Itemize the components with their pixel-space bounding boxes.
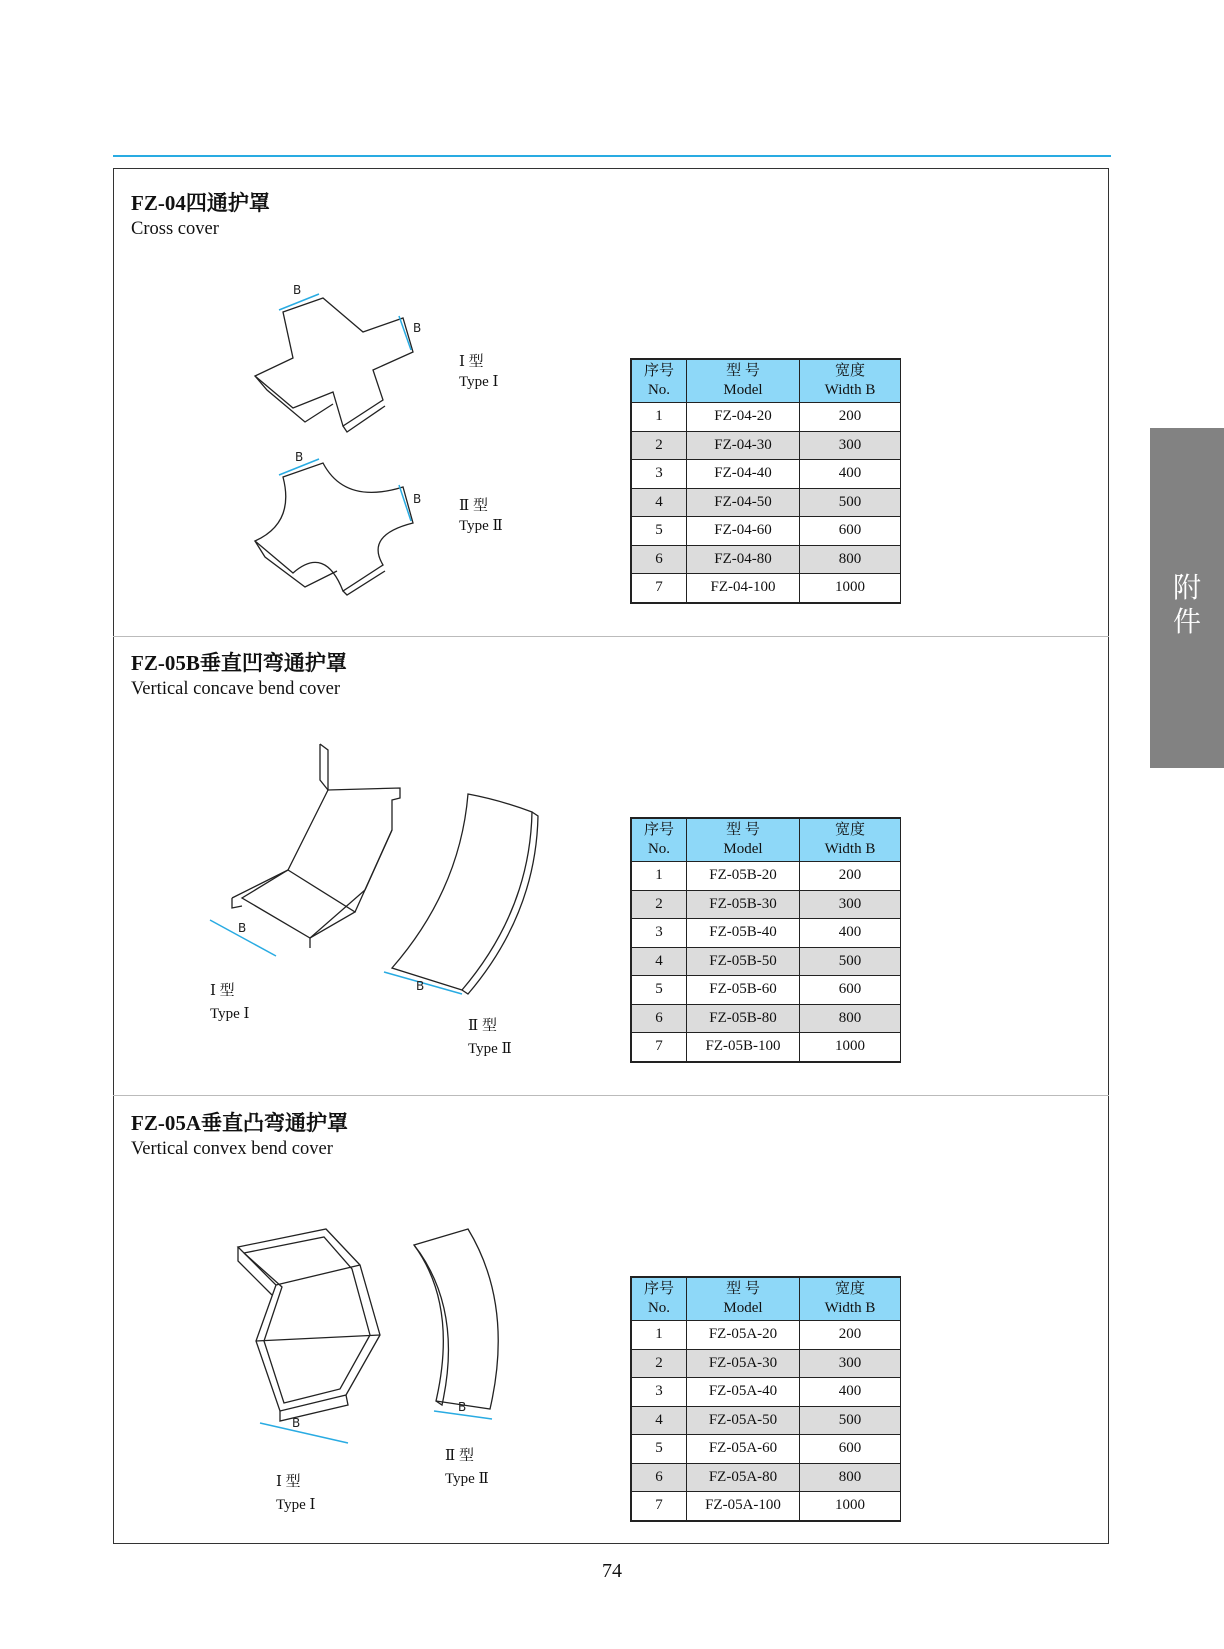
convex-bend-type1-drawing <box>230 1225 390 1455</box>
table-row: 2 FZ-04-30 300 <box>631 431 901 460</box>
section-divider <box>113 1095 1109 1096</box>
cross-cover-type1-drawing <box>255 280 455 450</box>
dimension-b-label: B <box>293 283 302 297</box>
col-header-no: 序号 No. <box>631 818 687 862</box>
section-title: FZ-05A垂直凸弯通护罩 <box>131 1111 348 1135</box>
dimension-b-label: B <box>292 1416 301 1430</box>
dimension-b-label: B <box>238 921 247 935</box>
col-header-model: 型 号 Model <box>687 818 800 862</box>
type2-label-en: Type Ⅱ <box>468 1041 512 1057</box>
table-row: 1 FZ-04-20 200 <box>631 403 901 432</box>
spec-table <box>630 1276 901 1522</box>
side-tab[interactable] <box>1150 428 1224 768</box>
type1-label-cn: Ⅰ 型 <box>459 354 484 370</box>
table-row: 1 FZ-05B-20 200 <box>631 862 901 891</box>
spec-table <box>630 817 901 1063</box>
table-row: 2 FZ-05B-30 300 <box>631 890 901 919</box>
side-tab-char: 件 <box>1172 605 1201 638</box>
table-row: 5 FZ-05A-60 600 <box>631 1435 901 1464</box>
dimension-b-label: B <box>413 492 422 506</box>
table-row: 4 FZ-04-50 500 <box>631 488 901 517</box>
table-row: 6 FZ-04-80 800 <box>631 545 901 574</box>
table-row: 4 FZ-05A-50 500 <box>631 1406 901 1435</box>
type2-label-en: Type Ⅱ <box>445 1471 489 1487</box>
dimension-b-label: B <box>295 450 304 464</box>
spec-table <box>630 358 901 604</box>
table-row: 5 FZ-05B-60 600 <box>631 976 901 1005</box>
header-rule <box>113 155 1111 157</box>
table-row: 3 FZ-05A-40 400 <box>631 1378 901 1407</box>
col-header-model: 型 号 Model <box>687 359 800 403</box>
side-tab-char: 附 <box>1172 571 1201 604</box>
type2-label-cn: Ⅱ 型 <box>459 498 488 514</box>
table-row: 7 FZ-04-100 1000 <box>631 574 901 603</box>
section-title: FZ-04四通护罩 <box>131 191 270 215</box>
table-row: 7 FZ-05A-100 1000 <box>631 1492 901 1521</box>
table-row: 6 FZ-05A-80 800 <box>631 1463 901 1492</box>
type1-label-en: Type Ⅰ <box>210 1006 250 1022</box>
page-number: 74 <box>602 1560 622 1582</box>
section-title: FZ-05B垂直凹弯通护罩 <box>131 651 347 675</box>
type1-label-en: Type Ⅰ <box>459 374 499 390</box>
dimension-b-label: B <box>416 979 425 993</box>
table-row: 5 FZ-04-60 600 <box>631 517 901 546</box>
section-subtitle: Cross cover <box>131 219 219 239</box>
concave-bend-type1-drawing <box>200 740 410 960</box>
table-row: 1 FZ-05A-20 200 <box>631 1321 901 1350</box>
type1-label-cn: Ⅰ 型 <box>276 1474 301 1490</box>
table-row: 4 FZ-05B-50 500 <box>631 947 901 976</box>
convex-bend-type2-drawing <box>410 1225 520 1425</box>
dimension-b-label: B <box>413 321 422 335</box>
concave-bend-type2-drawing <box>380 790 550 1000</box>
table-row: 3 FZ-04-40 400 <box>631 460 901 489</box>
type2-label-cn: Ⅱ 型 <box>468 1018 497 1034</box>
dimension-b-label: B <box>458 1400 467 1414</box>
col-header-model: 型 号 Model <box>687 1277 800 1321</box>
col-header-width: 宽度 Width B <box>800 818 901 862</box>
section-divider <box>113 636 1109 637</box>
table-row: 3 FZ-05B-40 400 <box>631 919 901 948</box>
section-subtitle: Vertical convex bend cover <box>131 1139 333 1159</box>
type2-label-en: Type Ⅱ <box>459 518 503 534</box>
table-row: 2 FZ-05A-30 300 <box>631 1349 901 1378</box>
table-row: 6 FZ-05B-80 800 <box>631 1004 901 1033</box>
col-header-no: 序号 No. <box>631 359 687 403</box>
table-row: 7 FZ-05B-100 1000 <box>631 1033 901 1062</box>
type1-label-en: Type Ⅰ <box>276 1497 316 1513</box>
col-header-width: 宽度 Width B <box>800 1277 901 1321</box>
type1-label-cn: Ⅰ 型 <box>210 983 235 999</box>
section-subtitle: Vertical concave bend cover <box>131 679 341 699</box>
col-header-no: 序号 No. <box>631 1277 687 1321</box>
col-header-width: 宽度 Width B <box>800 359 901 403</box>
cross-cover-type2-drawing <box>255 445 455 595</box>
type2-label-cn: Ⅱ 型 <box>445 1448 474 1464</box>
